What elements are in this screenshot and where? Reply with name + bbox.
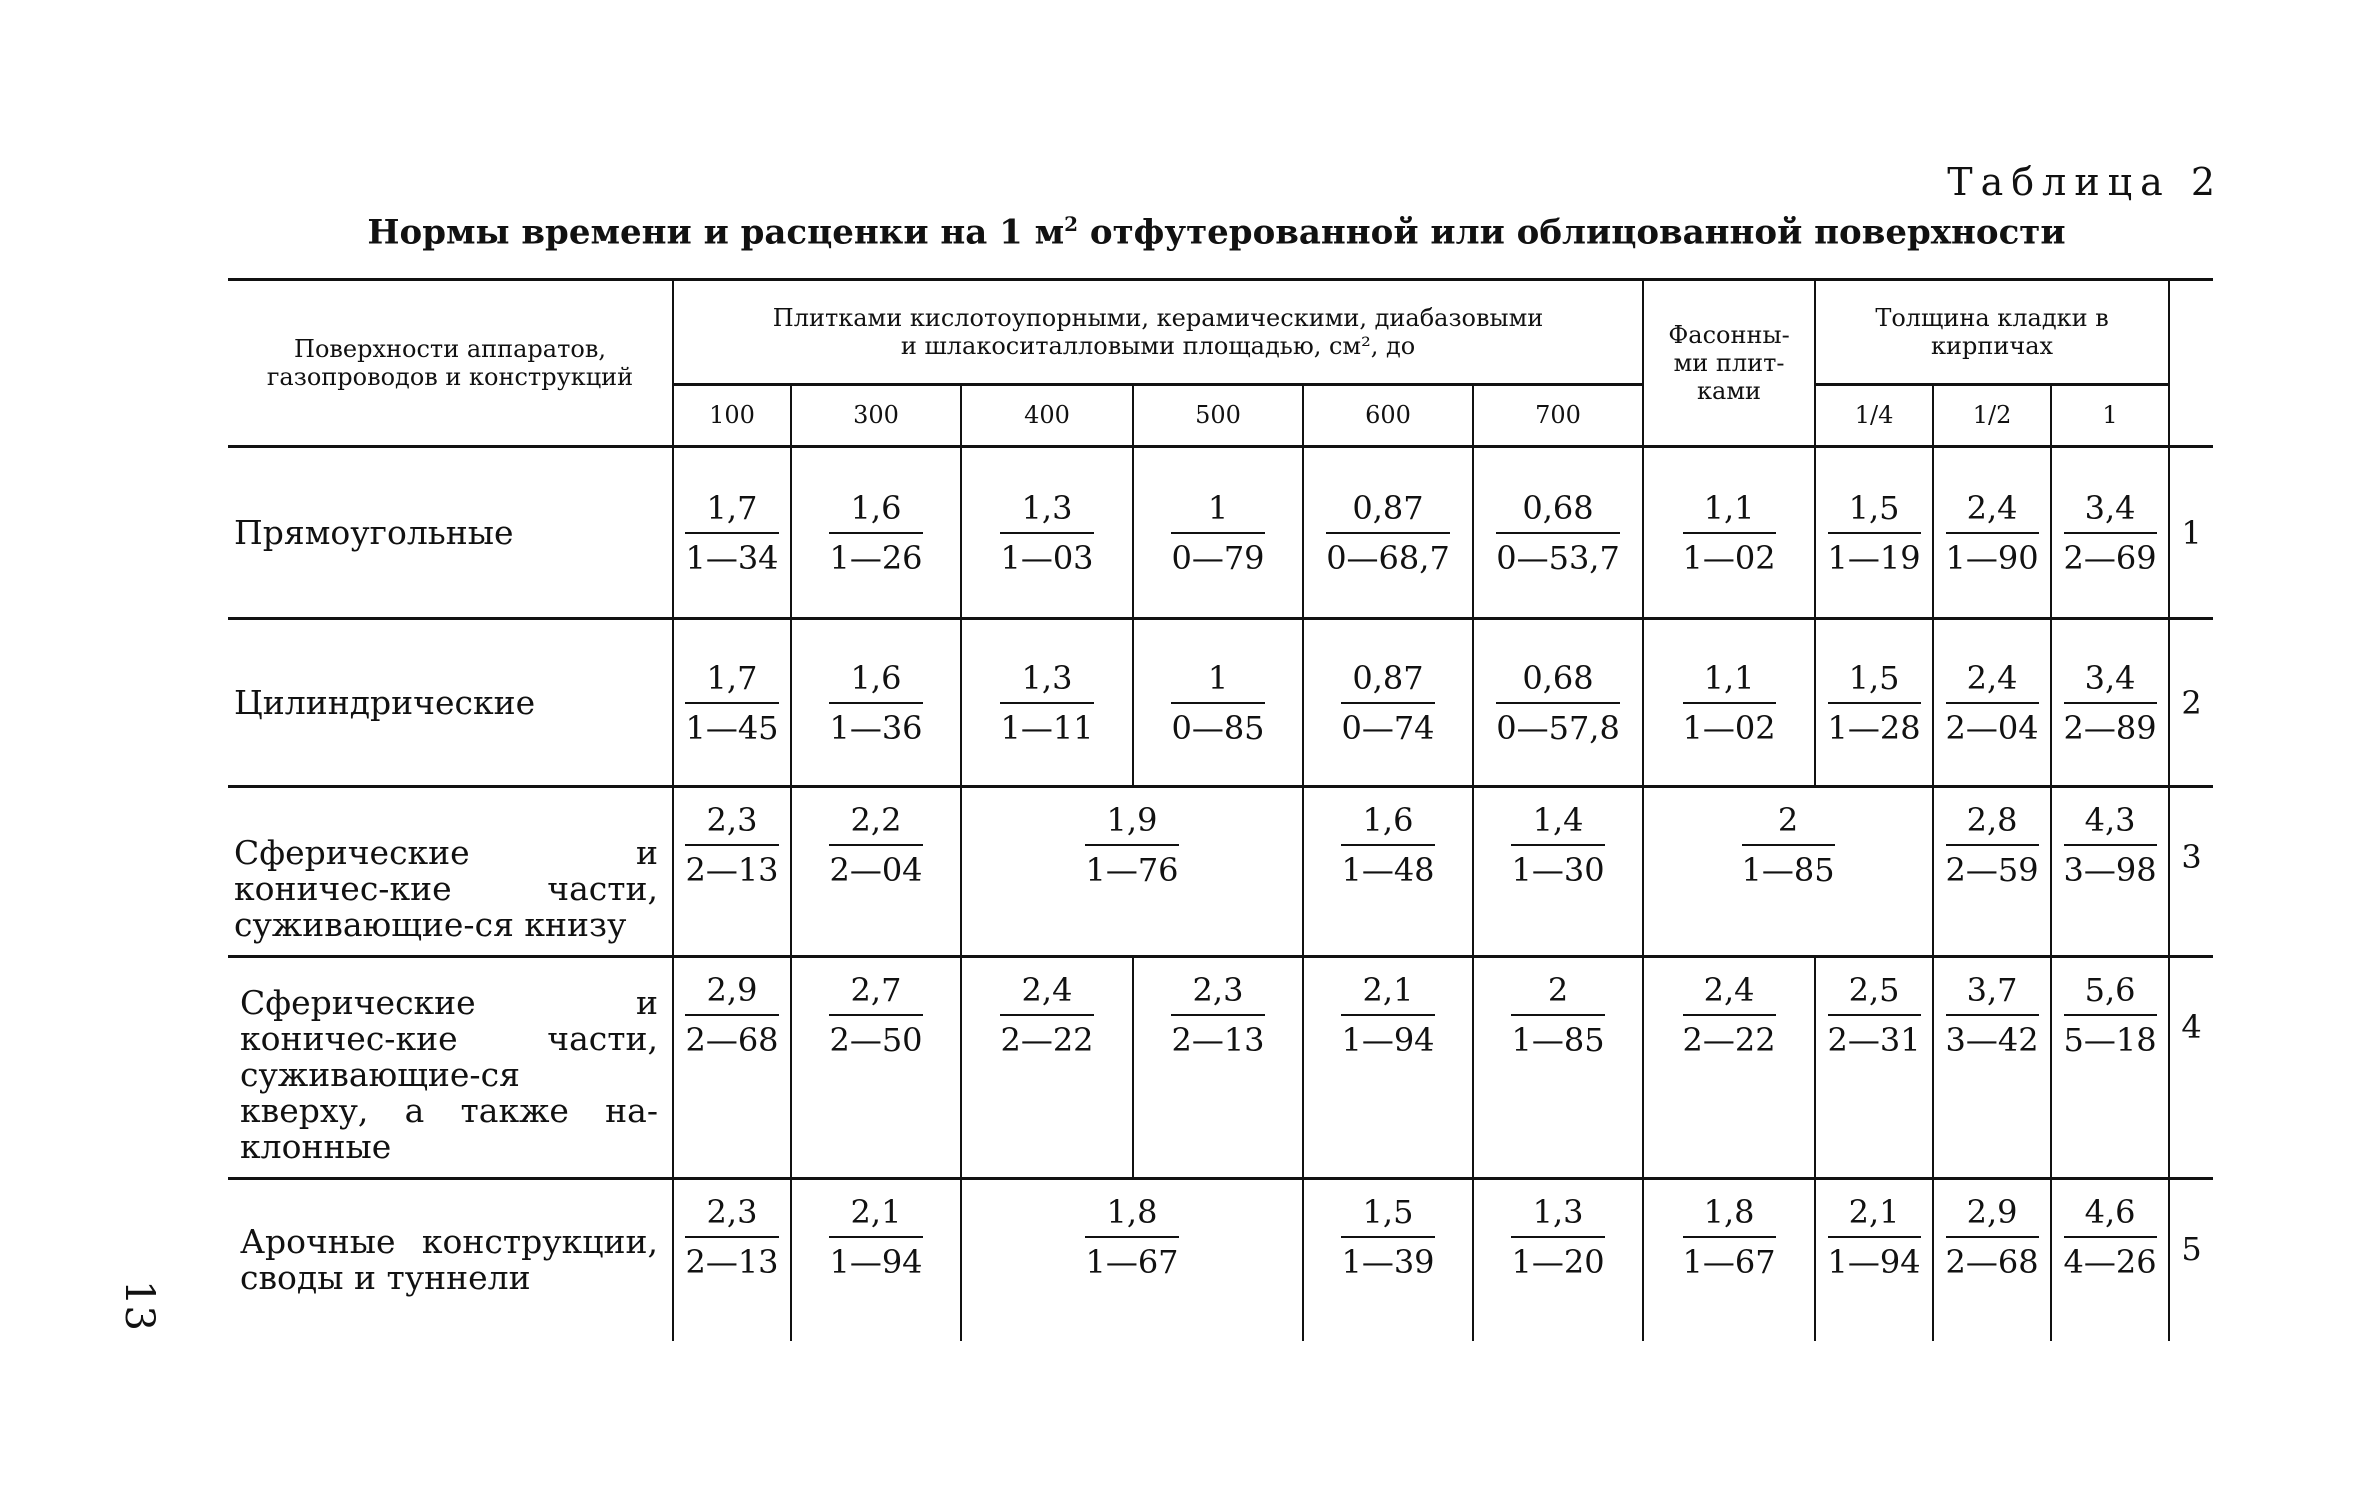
table-cell: $\frac{1,1}{1—02}$	[1643, 619, 1815, 787]
table-cell: $\frac{2}{1—85}$	[1473, 957, 1643, 1179]
table-cell: $\frac{2,3}{2—13}$	[673, 1179, 791, 1341]
table-label: Таблица 2	[1947, 160, 2223, 204]
table-cell: $\frac{2,3}{2—13}$	[673, 787, 791, 957]
table-cell: $\frac{4,6}{4—26}$	[2051, 1179, 2169, 1341]
table-cell: $\frac{1,5}{1—19}$	[1815, 447, 1933, 619]
header-rownum	[2169, 280, 2213, 447]
brick-one: 1	[2051, 384, 2169, 446]
table-cell: $\frac{1}{0—85}$	[1133, 619, 1303, 787]
table-cell: $\frac{2,2}{2—04}$	[791, 787, 961, 957]
table-cell: $\frac{1}{0—79}$	[1133, 447, 1303, 619]
area-700: 700	[1473, 384, 1643, 446]
table-cell: $\frac{2,9}{2—68}$	[1933, 1179, 2051, 1341]
table-row	[228, 787, 2213, 957]
table-cell: $\frac{3,4}{2—69}$	[2051, 447, 2169, 619]
table-cell: $\frac{1,5}{1—28}$	[1815, 619, 1933, 787]
header-surfaces: Поверхности аппаратов, газопроводов и конструкций	[228, 280, 673, 447]
row-name: Арочные конструкции, своды и туннели	[228, 1179, 673, 1341]
row-number: 5	[2181, 1230, 2202, 1268]
page-title: Нормы времени и расценки на 1 $м^2$ отфутерованной или облицованной поверхности	[367, 212, 2066, 253]
table-cell: $\frac{2,7}{2—50}$	[791, 957, 961, 1179]
table-cell: $\frac{2,4}{2—22}$	[1643, 957, 1815, 1179]
brick-quarter: 1/4	[1815, 384, 1933, 446]
table-cell: $\frac{2}{1—85}$	[1643, 787, 1933, 957]
row-number: 4	[2181, 1008, 2202, 1046]
table-cell: $\frac{1,5}{1—39}$	[1303, 1179, 1473, 1341]
table-cell: $\frac{1,6}{1—26}$	[791, 447, 961, 619]
table-cell: $\frac{1,7}{1—34}$	[673, 447, 791, 619]
table-cell: $\frac{0,68}{0—57,8}$	[1473, 619, 1643, 787]
table-cell: $\frac{1,3}{1—03}$	[961, 447, 1133, 619]
norms-table	[228, 278, 2213, 1341]
table-cell: $\frac{1,3}{1—20}$	[1473, 1179, 1643, 1341]
table-cell: $\frac{2,3}{2—13}$	[1133, 957, 1303, 1179]
table-cell: $\frac{0,87}{0—68,7}$	[1303, 447, 1473, 619]
row-name: Сферические и коничес-кие части, суживающие-ся кверху, а также на-клонные	[228, 957, 673, 1179]
header-shaped: Фасонны-ми плит-ками	[1643, 280, 1815, 447]
table-cell: $\frac{3,4}{2—89}$	[2051, 619, 2169, 787]
area-500: 500	[1133, 384, 1303, 446]
table-cell: $\frac{3,7}{3—42}$	[1933, 957, 2051, 1179]
table-cell: $\frac{2,1}{1—94}$	[1303, 957, 1473, 1179]
table-cell: $\frac{2,1}{1—94}$	[1815, 1179, 1933, 1341]
brick-half: 1/2	[1933, 384, 2051, 446]
area-100: 100	[673, 384, 791, 446]
table-cell: $\frac{0,68}{0—53,7}$	[1473, 447, 1643, 619]
table-cell: $\frac{1,6}{1—48}$	[1303, 787, 1473, 957]
row-number: 1	[2181, 513, 2202, 552]
area-600: 600	[1303, 384, 1473, 446]
table-row	[228, 957, 2213, 1179]
table-cell: $\frac{0,87}{0—74}$	[1303, 619, 1473, 787]
area-300: 300	[791, 384, 961, 446]
header-tiles: Плитками кислотоупорными, керамическими, диабазовыми и шлакоситалловыми площадью, см², до	[673, 280, 1643, 385]
table-cell: $\frac{4,3}{3—98}$	[2051, 787, 2169, 957]
page-number: 13	[116, 1280, 162, 1331]
table-cell: $\frac{2,4}{2—04}$	[1933, 619, 2051, 787]
header-thickness: Толщина кладки в кирпичах	[1815, 280, 2169, 385]
table-cell: $\frac{1,6}{1—36}$	[791, 619, 961, 787]
table-cell: $\frac{2,8}{2—59}$	[1933, 787, 2051, 957]
table-cell: $\frac{1,3}{1—11}$	[961, 619, 1133, 787]
table-cell: $\frac{1,4}{1—30}$	[1473, 787, 1643, 957]
row-name: Сферические и коничес-кие части, суживающие-ся книзу	[228, 787, 673, 957]
table-cell: $\frac{2,4}{2—22}$	[961, 957, 1133, 1179]
table-row	[228, 619, 2213, 787]
table-cell: $\frac{5,6}{5—18}$	[2051, 957, 2169, 1179]
row-number: 2	[2181, 683, 2202, 722]
area-400: 400	[961, 384, 1133, 446]
row-name: Цилиндрические	[228, 619, 673, 787]
table-row	[228, 1179, 2213, 1341]
table-row	[228, 447, 2213, 619]
table-cell: $\frac{2,5}{2—31}$	[1815, 957, 1933, 1179]
table-cell: $\frac{1,8}{1—67}$	[1643, 1179, 1815, 1341]
row-number: 3	[2181, 838, 2202, 876]
table-cell: $\frac{1,8}{1—67}$	[961, 1179, 1303, 1341]
table-cell: $\frac{1,9}{1—76}$	[961, 787, 1303, 957]
table-cell: $\frac{2,4}{1—90}$	[1933, 447, 2051, 619]
table-cell: $\frac{1,1}{1—02}$	[1643, 447, 1815, 619]
row-name: Прямоугольные	[228, 447, 673, 619]
table-cell: $\frac{2,1}{1—94}$	[791, 1179, 961, 1341]
table-cell: $\frac{1,7}{1—45}$	[673, 619, 791, 787]
table-cell: $\frac{2,9}{2—68}$	[673, 957, 791, 1179]
